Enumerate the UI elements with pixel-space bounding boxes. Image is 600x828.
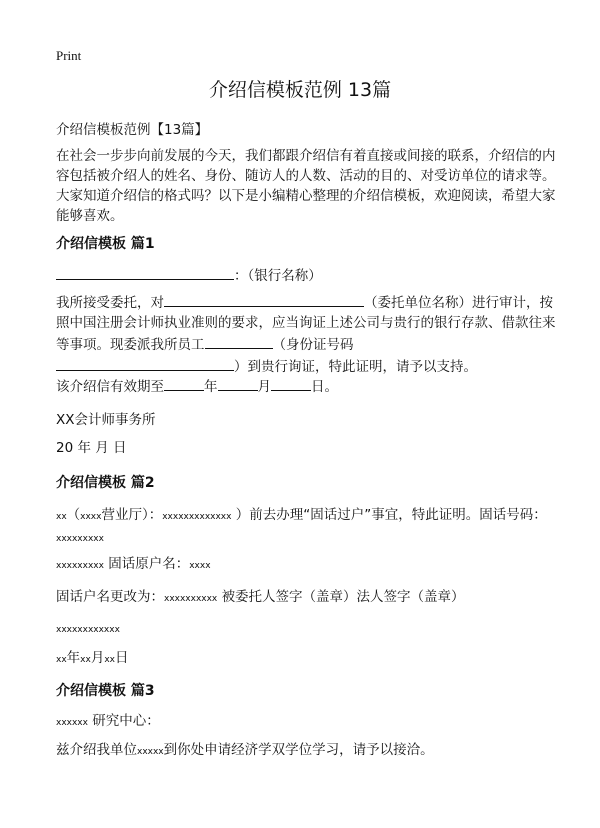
blank-field	[164, 375, 204, 391]
text: 我所接受委托，对	[56, 295, 164, 311]
text: （身份证号码	[272, 337, 354, 353]
page-title: 介绍信模板范例 13篇	[208, 79, 392, 101]
blank-field	[218, 375, 258, 391]
section-3-line-2	[56, 740, 556, 762]
section-1-body	[56, 291, 556, 377]
text: 日	[114, 650, 129, 666]
intro-paragraph: 在社会一步步向前发展的今天，我们都跟介绍信有着直接或间接的联系，介绍信的内容包括被介绍人的姓名、身份、随访人的人数、活动的目的、对受访单位的请求等。大家知道介绍信的格式吗？以下是小编精心整理的介绍信模板，欢迎阅读，希望大家能够喜欢。	[56, 148, 556, 224]
text: xxxx	[80, 512, 102, 522]
text: xxxxxx	[56, 718, 88, 728]
text: xx	[80, 655, 91, 665]
text: （委托单位名称）进行审计，按照中国注册会计师执业准则的要求，应当询证上述公司与贵行的银行存款、借款往来等事项。现委派我所员工	[56, 295, 556, 353]
text: 年	[204, 379, 218, 395]
section-2-line-3	[56, 587, 556, 609]
text: xx	[56, 512, 67, 522]
validity-line	[56, 375, 556, 397]
text: 固话原户名：	[108, 556, 190, 572]
section-2-line-1	[56, 505, 556, 549]
blank-field	[56, 355, 234, 371]
bank-line	[56, 264, 556, 286]
section-2-line-2	[56, 554, 556, 576]
text: 月	[257, 379, 271, 395]
blank-field	[56, 264, 234, 280]
text: 到你处申请经济学双学位学习，请予以接洽。	[163, 742, 434, 758]
text: 研究中心：	[87, 713, 160, 729]
text: xxxxxxxxx	[56, 561, 104, 571]
text: xxxxx	[137, 747, 164, 757]
section-3-heading: 介绍信模板 篇3	[56, 683, 155, 699]
section-1-heading: 介绍信模板 篇1	[56, 236, 155, 252]
text: 年	[66, 650, 81, 666]
text: 日。	[311, 379, 338, 395]
text: 兹介绍我单位	[56, 742, 137, 758]
text: xx	[104, 655, 115, 665]
section-2-date	[56, 648, 556, 670]
print-link[interactable]: Print	[56, 48, 82, 63]
text: xxxxxxxxxxxxx	[162, 512, 232, 522]
text: xx	[56, 655, 67, 665]
blank-field	[271, 375, 311, 391]
section-2-heading: 介绍信模板 篇2	[56, 475, 155, 491]
text: （	[66, 507, 81, 523]
text: 固话户名更改为：	[56, 589, 164, 605]
text: xxxxxxxxxx	[164, 594, 218, 604]
text: 营业厅）：	[101, 507, 163, 523]
text: 被委托人签字（盖章）法人签字（盖章）	[221, 589, 465, 605]
text: xxxxxxxxx	[56, 534, 104, 544]
text: 月	[90, 650, 105, 666]
section-3-line-1	[56, 711, 556, 733]
text: 该介绍信有效期至	[56, 379, 164, 395]
blank-field	[205, 333, 273, 349]
subtitle: 介绍信模板范例【13篇】	[56, 122, 209, 138]
text: ）前去办理“固话过户”事宜，特此证明。固话号码：	[235, 507, 547, 523]
section-2-line-4: xxxxxxxxxxxx	[56, 625, 120, 635]
text: xxxx	[189, 561, 211, 571]
bank-label: ：（银行名称）	[234, 268, 322, 284]
date-line: 20 年 月 日	[56, 440, 127, 456]
blank-field	[164, 291, 364, 307]
org-name: XX会计师事务所	[56, 412, 156, 428]
text: ）到贵行询证，特此证明，请予以支持。	[234, 359, 477, 375]
